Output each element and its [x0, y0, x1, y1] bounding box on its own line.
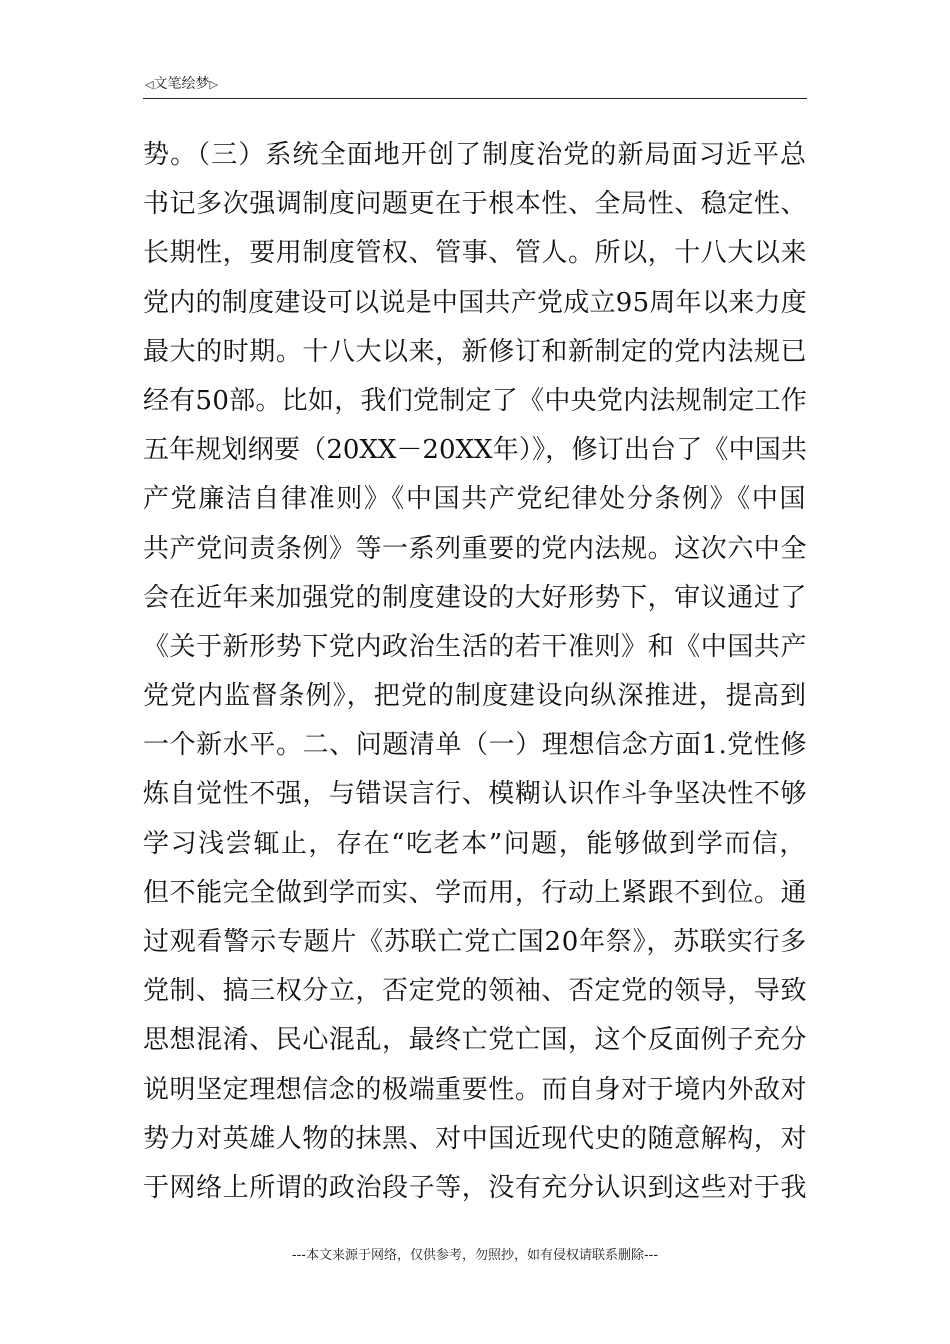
body-line: 过观看警示专题片《苏联亡党亡国20年祭》，苏联实行多	[143, 927, 807, 957]
body-line: 炼自觉性不强，与错误言行、模糊认识作斗争坚决性不够	[143, 779, 807, 810]
right-triangle-icon: ▷	[209, 78, 218, 91]
body-line: 说明坚定理想信念的极端重要性。而自身对于境内外敌对	[143, 1074, 807, 1105]
body-line: 势。（三）系统全面地开创了制度治党的新局面习近平总	[143, 140, 807, 170]
body-line: 党制、搞三权分立，否定党的领袖、否定党的领导，导致	[143, 976, 807, 1007]
page-header	[143, 72, 807, 99]
body-line: 党内的制度建设可以说是中国共产党成立95周年以来力度	[143, 287, 807, 318]
body-line: 但不能完全做到学而实、学而用，行动上紧跟不到位。通	[143, 877, 807, 908]
body-line: 会在近年来加强党的制度建设的大好形势下，审议通过了	[143, 582, 807, 613]
body-line: 书记多次强调制度问题更在于根本性、全局性、稳定性、	[143, 189, 807, 220]
left-triangle-icon: ◁	[145, 78, 154, 91]
body-line: 势力对英雄人物的抹黑、对中国近现代史的随意解构，对	[143, 1123, 807, 1154]
page-footer: ---本文来源于网络，仅供参考，勿照抄，如有侵权请联系删除---	[291, 1248, 659, 1263]
body-line: 一个新水平。二、问题清单（一）理想信念方面1.党性修	[143, 730, 807, 761]
body-line: 产党廉洁自律准则》《中国共产党纪律处分条例》《中国	[143, 484, 807, 515]
body-line: 思想混淆、民心混乱，最终亡党亡国，这个反面例子充分	[143, 1025, 807, 1056]
body-line: 长期性，要用制度管权、管事、管人。所以，十八大以来	[143, 238, 807, 269]
body-line: 党党内监督条例》，把党的制度建设向纵深推进，提高到	[143, 681, 807, 712]
body-line: 共产党问责条例》等一系列重要的党内法规。这次六中全	[143, 533, 807, 564]
header-brand	[145, 76, 218, 93]
document-body	[143, 131, 807, 1213]
body-line: 《关于新形势下党内政治生活的若干准则》和《中国共产	[143, 631, 807, 662]
body-line: 最大的时期。十八大以来，新修订和新制定的党内法规已	[143, 336, 807, 367]
body-line: 五年规划纲要（20XX－20XX年）》，修订出台了《中国共	[143, 435, 807, 466]
body-line: 经有50部。比如，我们党制定了《中央党内法规制定工作	[143, 385, 807, 416]
body-line: 于网络上所谓的政治段子等，没有充分认识到这些对于我	[143, 1172, 807, 1203]
header-brand-text: 文笔绘梦	[153, 76, 210, 92]
body-line: 学习浅尝辄止，存在“吃老本”问题，能够做到学而信，	[143, 828, 807, 859]
